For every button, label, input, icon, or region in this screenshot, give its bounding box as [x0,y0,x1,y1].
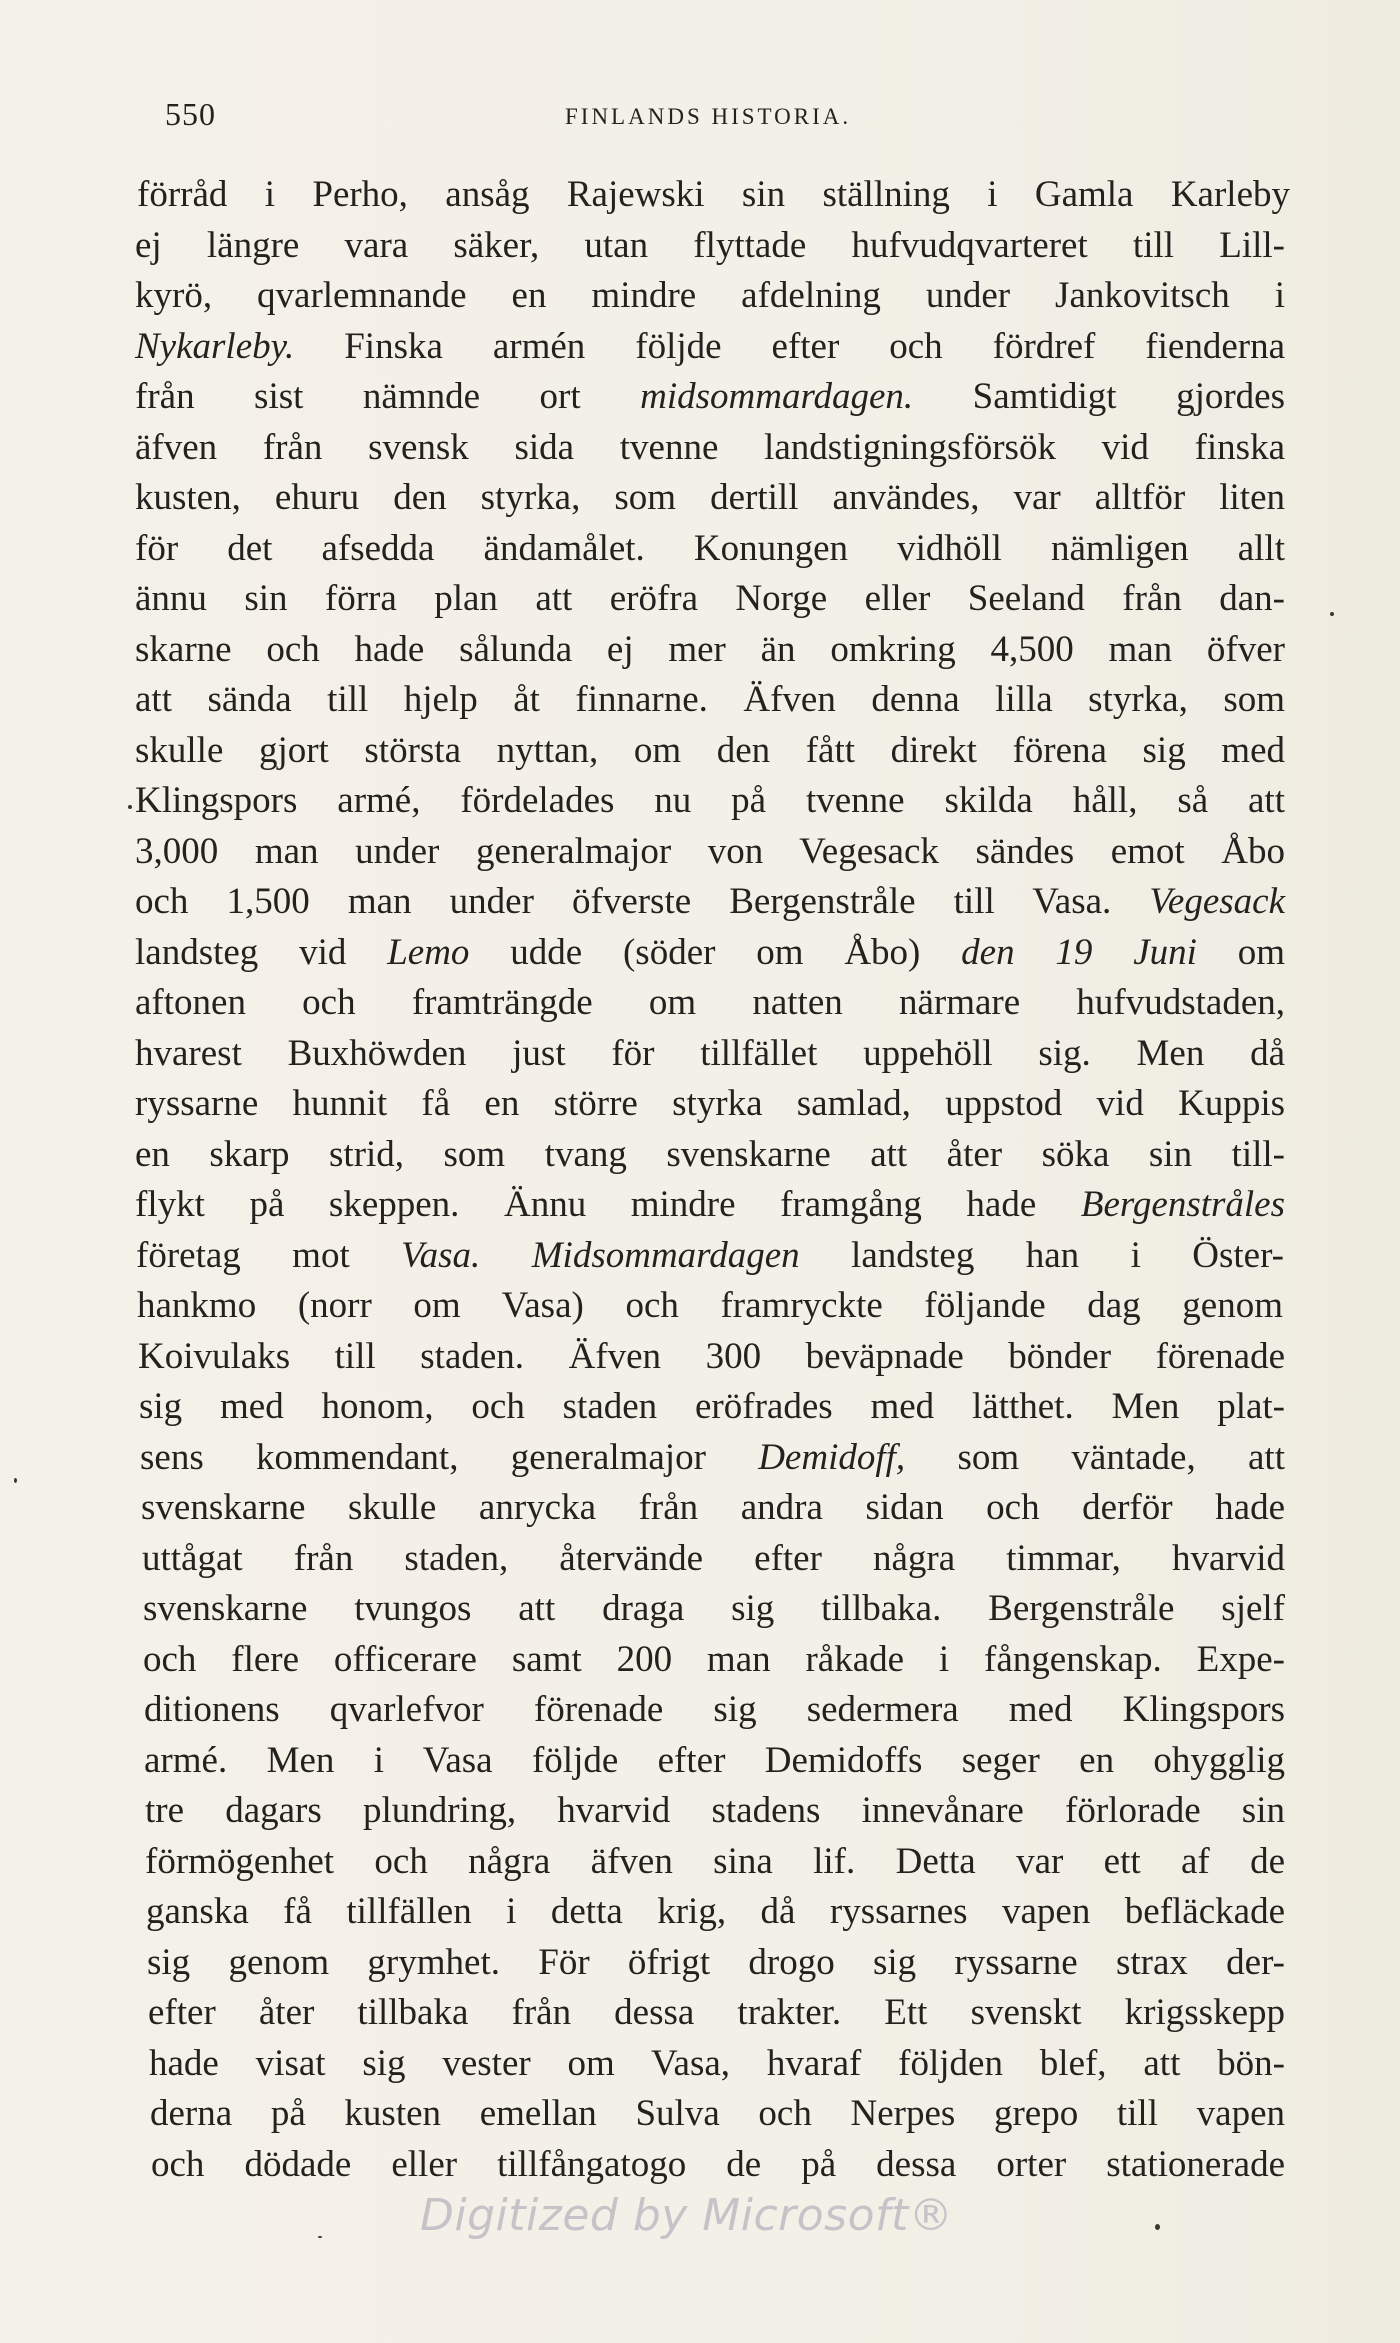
text-run: Finska armén följde efter och fördref fienderna [294,325,1285,367]
page-header [165,96,1275,136]
text-run: efter åter tillbaka från dessa trakter. Ett svenskt krigsskepp [148,1992,1285,2033]
text-line [130,1130,1290,1181]
text-run: ganska få tillfällen i detta krig, då ryssarnes vapen befläckade [146,1891,1285,1932]
italic-text: midsommardagen. [640,376,914,417]
text-run: Koivulaks till staden. Äfven 300 beväpnade bönder förenade [138,1335,1285,1377]
text-run: skarne och hade sålunda ej mer än omkring 4,500 man öfver [135,628,1285,670]
text-line [130,1635,1290,1686]
italic-text: den 19 Juni [961,931,1197,973]
text-line [130,1382,1290,1433]
text-run: skulle gjort största nyttan, om den fått direkt förena sig med [135,729,1285,771]
text-line [130,1685,1290,1736]
text-run: ej längre vara säker, utan flyttade hufvudqvarteret till Lill- [135,224,1285,266]
text-line [130,221,1290,272]
text-line [130,675,1290,726]
text-line [130,473,1290,524]
text-line [130,372,1290,423]
text-run: 3,000 man under generalmajor von Vegesack sändes emot Åbo [135,830,1285,872]
ink-speck [14,1478,17,1483]
text-line [130,322,1290,373]
text-run: svenskarne tvungos att draga sig tillbaka. Bergenstråle sjelf [143,1588,1285,1629]
text-run: att sända till hjelp åt finnarne. Äfven denna lilla styrka, som [135,679,1285,720]
text-run: ännu sin förra plan att eröfra Norge eller Seeland från dan- [135,578,1285,619]
text-line [130,1231,1290,1282]
text-run: förmögenhet och några äfven sina lif. Detta var ett af de [145,1840,1285,1882]
text-run: för det afsedda ändamålet. Konungen vidhöll nämligen allt [135,527,1285,569]
text-run: hankmo (norr om Vasa) och framryckte följande dag genom [137,1285,1283,1326]
text-run: företag mot [136,1234,402,1276]
text-run: svenskarne skulle anrycka från andra sidan och derför hade [141,1487,1285,1528]
italic-text: Midsommardagen [531,1234,800,1276]
text-run: udde (söder om Åbo) [469,931,962,973]
text-run: en skarp strid, som tvang svenskarne att åter söka sin till- [135,1133,1285,1175]
text-run: sig genom grymhet. För öfrigt drogo sig ryssarne strax der- [147,1941,1285,1983]
text-line [130,1938,1290,1989]
text-line [130,1887,1290,1938]
text-run: från sist nämnde ort [135,376,641,417]
text-line [130,2140,1290,2191]
text-run: Samtidigt gjordes [913,376,1285,417]
text-run: och flere officerare samt 200 man råkade i fångenskap. Expe- [143,1638,1285,1680]
text-run: sig med honom, och staden eröfrades med lätthet. Men plat- [139,1386,1285,1427]
text-run: kyrö, qvarlemnande en mindre afdelning under Jankovitsch i [135,275,1285,316]
text-line [130,1988,1290,2039]
text-run: Klingspors armé, fördelades nu på tvenne skilda håll, så att [135,780,1285,821]
text-run: som väntade, att [905,1436,1285,1478]
text-line [130,928,1290,979]
text-line [130,1029,1290,1080]
text-line [130,1736,1290,1787]
page-number: 550 [165,96,216,132]
ink-speck [1330,612,1334,616]
text-line [130,1281,1290,1332]
italic-text: Lemo [387,931,470,973]
text-run: och dödade eller tillfångatogo de på dessa orter stationerade [151,2143,1285,2185]
ink-speck [1155,2224,1160,2230]
text-line [130,827,1290,878]
italic-text: Nykarleby. [135,325,295,367]
text-line [130,271,1290,322]
text-line [130,1534,1290,1585]
text-line [130,574,1290,625]
body-text [130,170,1290,2190]
italic-text: Demidoff, [758,1436,906,1478]
text-run: ditionens qvarlefvor förenade sig sedermera med Klingspors [144,1689,1285,1730]
text-run: om [1196,931,1285,973]
text-run: landsteg vid [135,931,388,973]
text-line [130,524,1290,575]
text-run: derna på kusten emellan Sulva och Nerpes grepo till vapen [150,2093,1285,2134]
text-run: hade visat sig vester om Vasa, hvaraf följden blef, att bön- [149,2042,1285,2084]
text-line [130,776,1290,827]
text-run: tre dagars plundring, hvarvid stadens innevånare förlorade sin [145,1790,1285,1831]
text-line [130,1584,1290,1635]
text-run: sens kommendant, generalmajor [140,1436,759,1478]
running-head: FINLANDS HISTORIA. [565,104,852,129]
text-line [130,423,1290,474]
text-run: flykt på skeppen. Ännu mindre framgång hade [135,1184,1081,1225]
ink-speck [318,2236,322,2238]
text-run: och 1,500 man under öfverste Bergenstråle till Vasa. [135,881,1150,922]
text-run: armé. Men i Vasa följde efter Demidoffs seger en ohygglig [144,1739,1285,1781]
digitization-watermark: Digitized by Microsoft® [420,2190,954,2241]
text-run [480,1235,531,1276]
text-run: landsteg han i Öster- [799,1234,1285,1276]
text-line [130,1786,1290,1837]
text-run: ryssarne hunnit få en större styrka samlad, uppstod vid Kuppis [135,1083,1285,1124]
text-line [130,2039,1290,2090]
text-run: kusten, ehuru den styrka, som dertill användes, var alltför liten [135,477,1285,518]
text-line [130,170,1290,221]
text-run: uttågat från staden, återvände efter några timmar, hvarvid [142,1537,1285,1579]
ink-speck [128,805,132,809]
text-line [130,978,1290,1029]
italic-text: Vegesack [1149,881,1285,922]
text-line [130,1180,1290,1231]
text-line [130,1433,1290,1484]
text-line [130,1332,1290,1383]
text-line [130,726,1290,777]
text-run: förråd i Perho, ansåg Rajewski sin ställning i Gamla Karleby [137,174,1290,215]
text-line [130,1079,1290,1130]
text-line [130,1837,1290,1888]
italic-text: Vasa. [401,1234,481,1276]
text-line [130,2089,1290,2140]
text-run: hvarest Buxhöwden just för tillfället uppehöll sig. Men då [135,1032,1285,1074]
text-line [130,625,1290,676]
text-line [130,877,1290,928]
text-line [130,1483,1290,1534]
text-run: äfven från svensk sida tvenne landstigningsförsök vid finska [135,426,1285,468]
italic-text: Bergenstråles [1080,1184,1285,1225]
text-run: aftonen och framträngde om natten närmare hufvudstaden, [135,982,1285,1023]
